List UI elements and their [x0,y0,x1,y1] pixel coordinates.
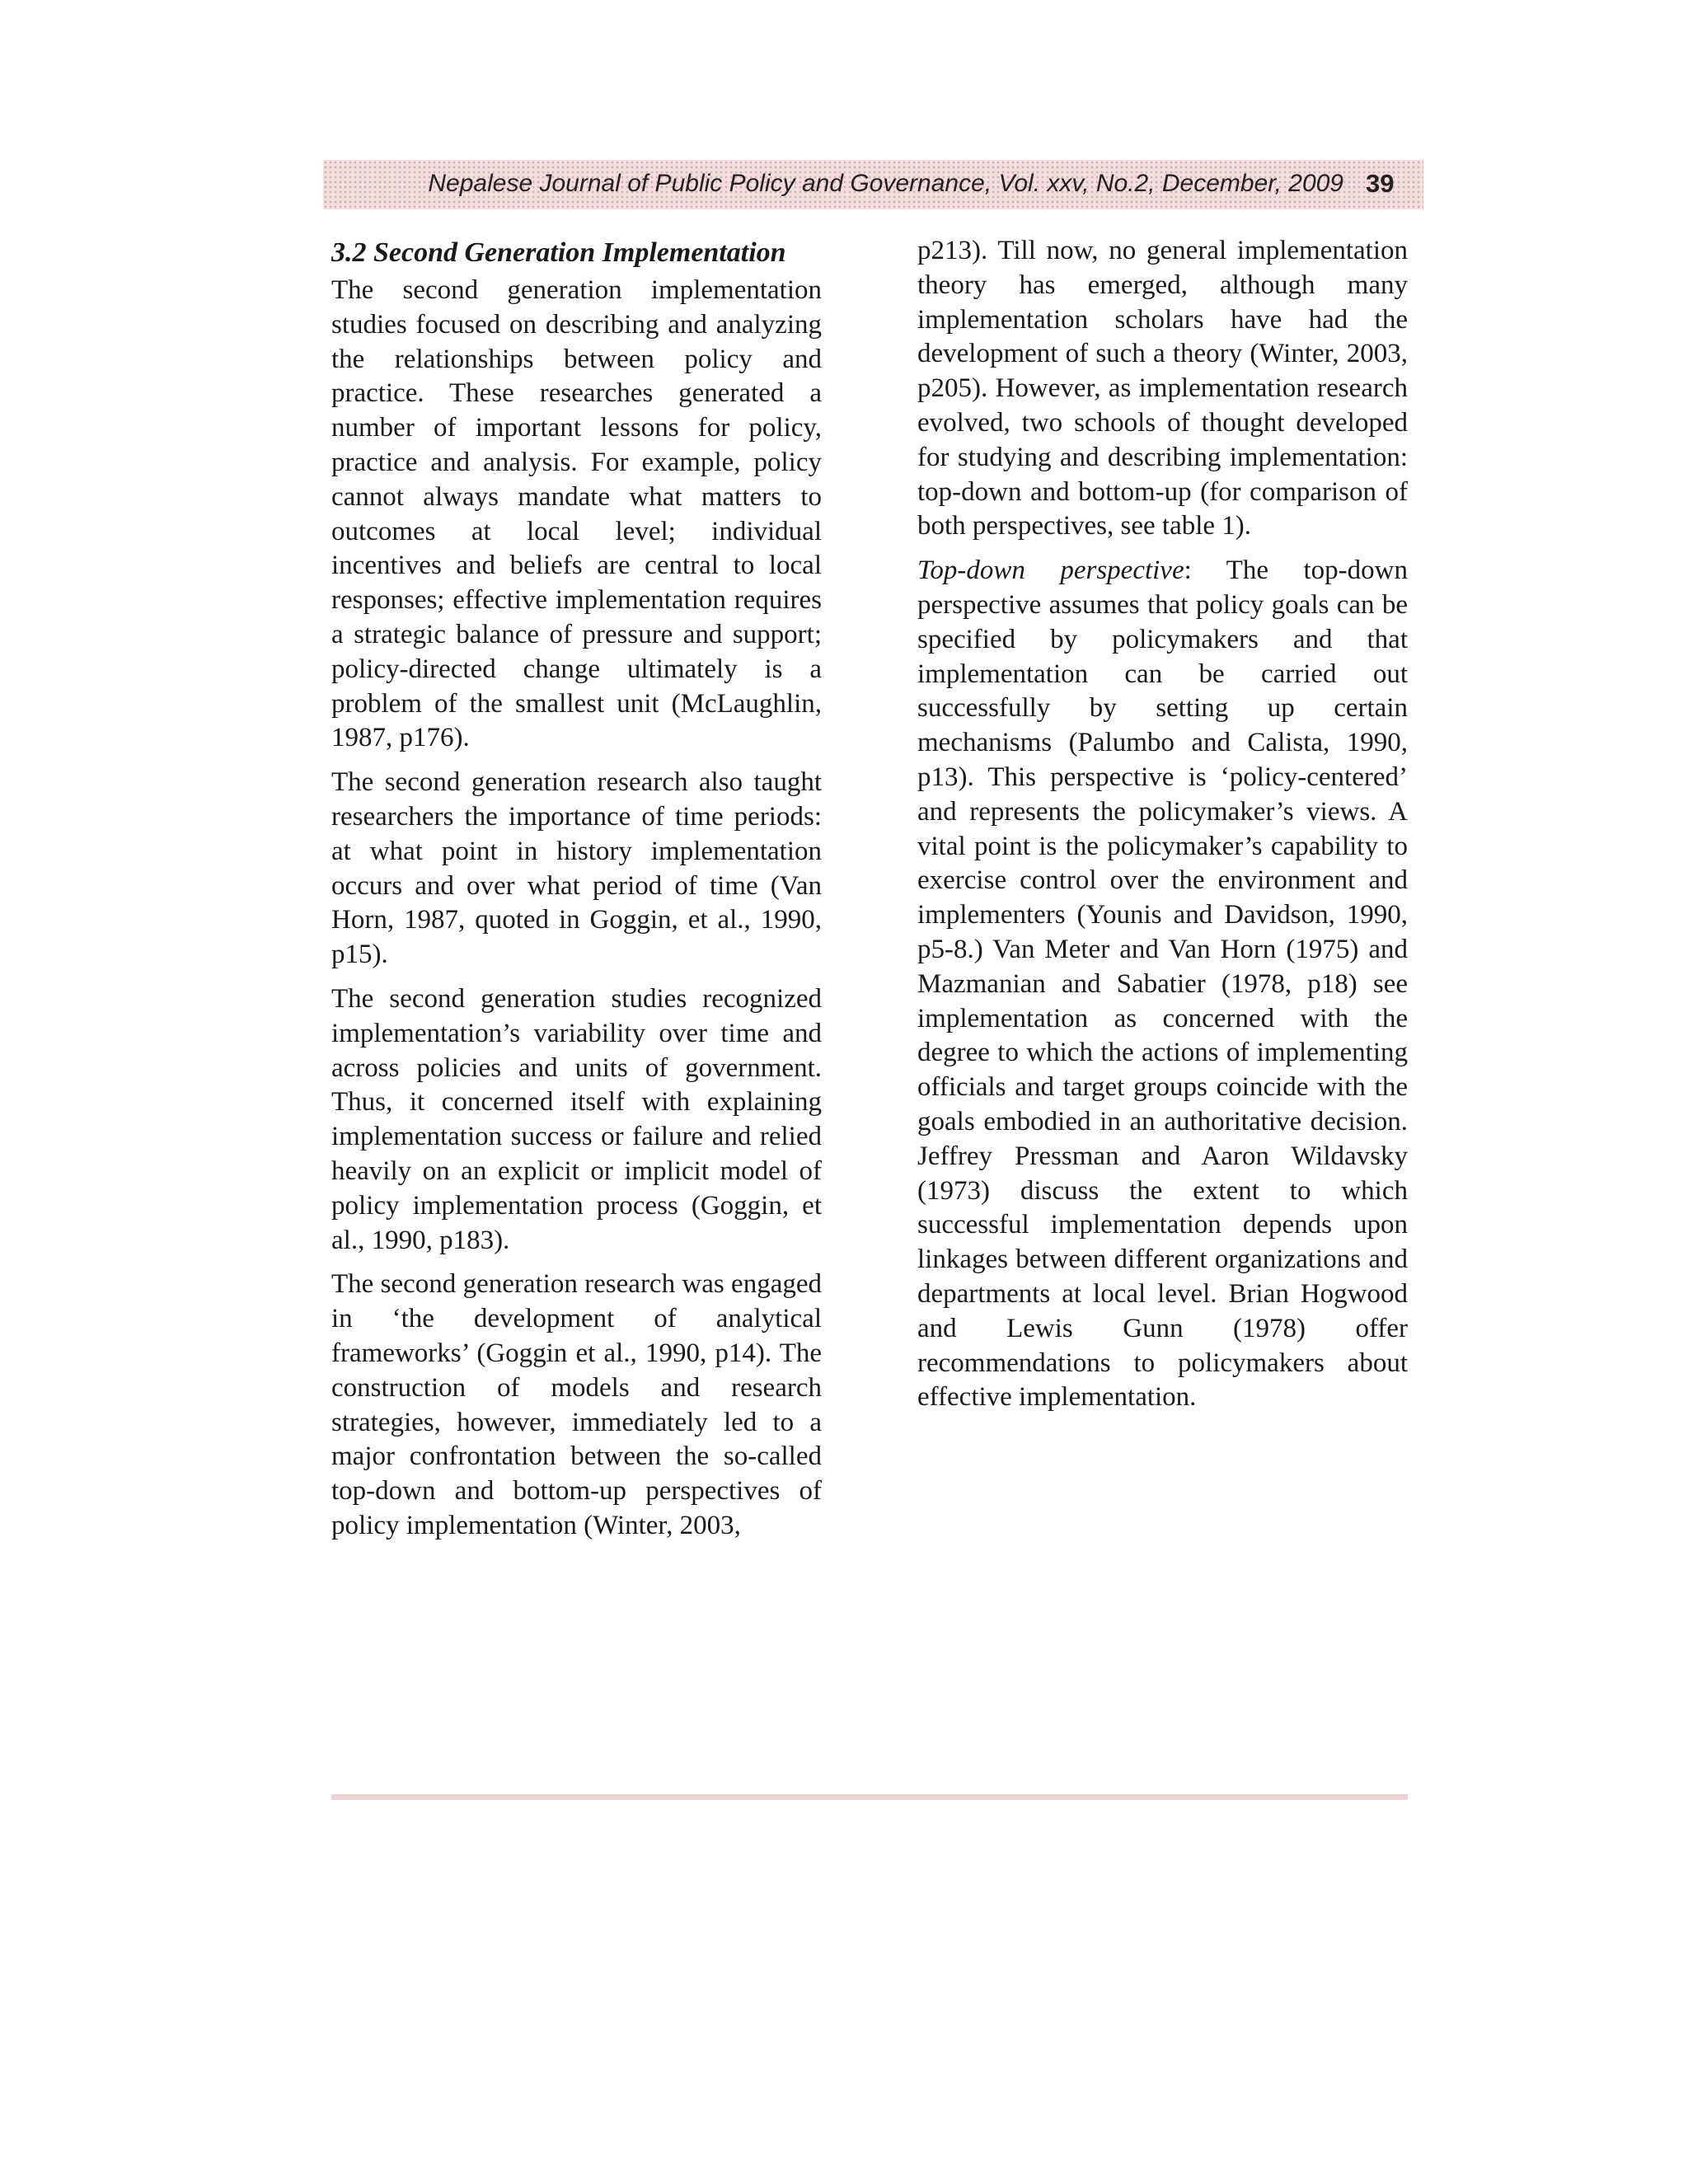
page-number: 39 [1366,169,1395,198]
left-column [331,234,822,1554]
paragraph: The second generation research was engaged in ‘the development of analytical frameworks’ (Goggin et al., 1990, p14). The construction of models and research strategies, however, immediately led to a major confrontation between the so-called top-down and bottom-up perspectives of policy implementation (Winter, 2003, [331,1269,822,1540]
paragraph: p213). Till now, no general implementation theory has emerged, although many implementation scholars have had the development of such a theory (Winter, 2003, p205). However, as implementation research evolved, two schools of thought developed for studying and describing implementation: top-down and bottom-up (for comparison of both perspectives, see table 1). [917,236,1408,541]
inline-term-top-down-perspective: Top-down perspective [917,555,1184,586]
paragraph: The second generation studies recognized implementation’s variability over time and across policies and units of government. Thus, it concerned itself with explaining implementation success or failure and relied heavily on an explicit or implicit model of policy implementation process (Goggin, et al., 1990, p183). [331,983,822,1255]
paragraph-body: : The top-down perspective assumes that policy goals can be specified by policymakers and that implementation can be carried out successfully by setting up certain mechanisms (Palumbo and Calista, 1990, p13). This perspective is ‘policy-centered’ and represents the policymaker’s views. A vital point is the policymaker’s capability to exercise control over the environment and implementers (Younis and Davidson, 1990, p5-8.) Van Meter and Van Horn (1975) and Mazmanian and Sabatier (1978, p18) see implementation as concerned with the degree to which the actions of implementing officials and target groups coincide with the goals embodied in an authoritative decision. Jeffrey Pressman and Aaron Wildavsky (1973) discuss the extent to which successful implementation depends upon linkages between different organizations and departments at local level. Brian Hogwood and Lewis Gunn (1978) offer recommendations to policymakers about effective implementation. [917,555,1408,1413]
running-header-title: Nepalese Journal of Public Policy and Governance, Vol. xxv, No.2, December, 2009 [428,170,1343,197]
right-column [917,234,1408,1425]
paragraph-top-down [917,554,1408,1415]
paragraph: The second generation research also taught researchers the importance of time periods: at what point in history implementation occurs and over what period of time (Van Horn, 1987, quoted in Goggin, et al., 1990, p15). [331,767,822,970]
paragraph: The second generation implementation studies focused on describing and analyzing the relationships between policy and practice. These researches generated a number of important lessons for policy, practice and analysis. For example, policy cannot always mandate what matters to outcomes at local level; individual incentives and beliefs are central to local responses; effective implementation requires a strategic balance of pressure and support; policy-directed change ultimately is a problem of the smallest unit (McLaughlin, 1987, p176). [331,275,822,753]
footer-rule [331,1794,1408,1800]
section-heading: 3.2 Second Generation Implementation [331,237,786,268]
